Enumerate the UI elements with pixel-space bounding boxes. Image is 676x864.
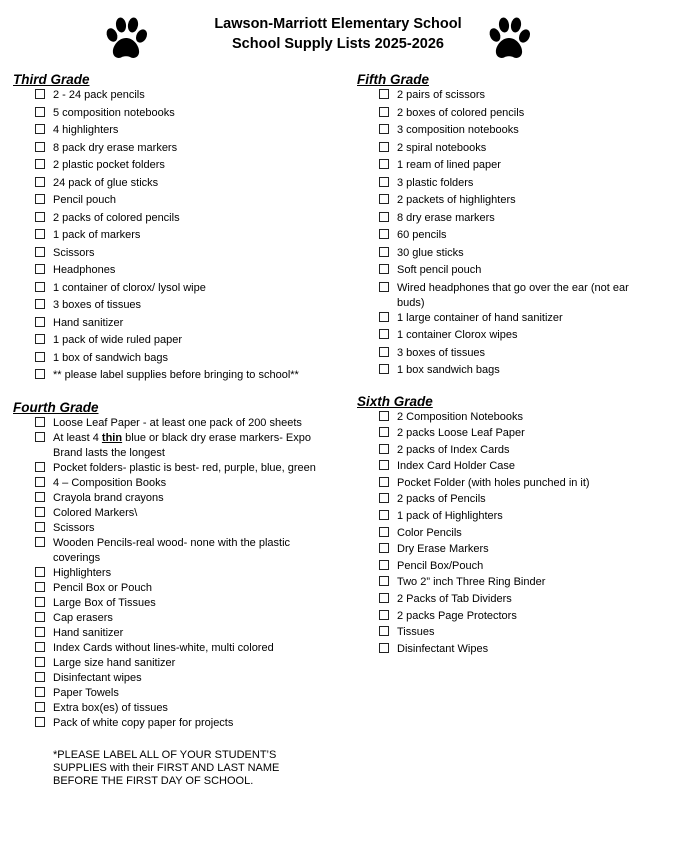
list-item: 1 container Clorox wipes — [357, 328, 657, 346]
checkbox[interactable] — [35, 432, 45, 442]
checkbox[interactable] — [35, 477, 45, 487]
list-item: 2 packs of colored pencils — [13, 211, 333, 229]
checkbox[interactable] — [379, 444, 389, 454]
sixth-grade-title: Sixth Grade — [357, 393, 433, 409]
checkbox[interactable] — [379, 89, 389, 99]
checkbox[interactable] — [35, 672, 45, 682]
checkbox[interactable] — [35, 687, 45, 697]
list-item: Large Box of Tissues — [13, 596, 333, 611]
list-item: 2 packs of Index Cards — [357, 443, 657, 460]
checkbox[interactable] — [379, 411, 389, 421]
checkbox[interactable] — [379, 177, 389, 187]
list-item: Pencil pouch — [13, 193, 333, 211]
checkbox[interactable] — [35, 417, 45, 427]
emphasis-thin: thin — [101, 431, 123, 444]
checkbox[interactable] — [35, 582, 45, 592]
list-item: 2 packs Page Protectors — [357, 609, 657, 626]
list-item: 1 pack of markers — [13, 228, 333, 246]
checkbox[interactable] — [35, 627, 45, 637]
checkbox[interactable] — [379, 493, 389, 503]
checkbox[interactable] — [35, 657, 45, 667]
list-item: 1 box of sandwich bags — [13, 351, 333, 369]
checkbox[interactable] — [379, 124, 389, 134]
list-item: Index Card Holder Case — [357, 459, 657, 476]
checkbox[interactable] — [379, 460, 389, 470]
checkbox[interactable] — [379, 264, 389, 274]
list-item: Pencil Box/Pouch — [357, 559, 657, 576]
checkbox[interactable] — [35, 369, 45, 379]
list-item: 3 boxes of tissues — [357, 346, 657, 364]
list-item: 2 pairs of scissors — [357, 88, 657, 106]
checkbox[interactable] — [35, 264, 45, 274]
list-item: 2 Packs of Tab Dividers — [357, 592, 657, 609]
list-item: Pocket Folder (with holes punched in it) — [357, 476, 657, 493]
checkbox[interactable] — [35, 212, 45, 222]
checkbox[interactable] — [35, 194, 45, 204]
list-item: Scissors — [13, 521, 333, 536]
right-column — [357, 72, 657, 658]
checkbox[interactable] — [379, 610, 389, 620]
checkbox[interactable] — [35, 462, 45, 472]
list-item: Paper Towels — [13, 686, 333, 701]
list-item: Soft pencil pouch — [357, 263, 657, 281]
checkbox[interactable] — [35, 107, 45, 117]
list-item: Dry Erase Markers — [357, 542, 657, 559]
list-item: 1 large container of hand sanitizer — [357, 311, 657, 329]
list-item: 30 glue sticks — [357, 246, 657, 264]
checkbox[interactable] — [379, 247, 389, 257]
checkbox[interactable] — [35, 717, 45, 727]
checkbox[interactable] — [35, 247, 45, 257]
checkbox[interactable] — [379, 329, 389, 339]
checkbox[interactable] — [35, 159, 45, 169]
checkbox[interactable] — [379, 543, 389, 553]
list-item: 2 plastic pocket folders — [13, 158, 333, 176]
list-item: 3 composition notebooks — [357, 123, 657, 141]
list-item: 2 packs of Pencils — [357, 492, 657, 509]
fourth-grade-list — [13, 416, 333, 731]
checkbox[interactable] — [379, 527, 389, 537]
list-item: Colored Markers\ — [13, 506, 333, 521]
checkbox[interactable] — [35, 229, 45, 239]
checkbox[interactable] — [35, 597, 45, 607]
list-item: 60 pencils — [357, 228, 657, 246]
third-grade-list — [13, 88, 333, 386]
list-item: Color Pencils — [357, 526, 657, 543]
checkbox[interactable] — [379, 593, 389, 603]
list-item: 1 box sandwich bags — [357, 363, 657, 381]
checkbox[interactable] — [35, 522, 45, 532]
checkbox[interactable] — [379, 510, 389, 520]
list-item — [13, 431, 333, 461]
list-item: Disinfectant Wipes — [357, 642, 657, 659]
checkbox[interactable] — [35, 282, 45, 292]
checkbox[interactable] — [379, 282, 389, 292]
checkbox[interactable] — [379, 347, 389, 357]
checkbox[interactable] — [35, 89, 45, 99]
list-item: 2 packets of highlighters — [357, 193, 657, 211]
checkbox[interactable] — [379, 107, 389, 117]
list-item: ** please label supplies before bringing to school** — [13, 368, 333, 386]
checkbox[interactable] — [35, 537, 45, 547]
sixth-grade-list — [357, 410, 657, 659]
markers-item-text: At least 4 thin blue or black dry erase markers- Expo Brand lasts the longest — [53, 431, 312, 459]
checkbox[interactable] — [379, 364, 389, 374]
list-item: Tissues — [357, 625, 657, 642]
third-grade-title: Third Grade — [13, 72, 90, 87]
list-item: Highlighters — [13, 566, 333, 581]
list-item: 2 boxes of colored pencils — [357, 106, 657, 124]
checkbox[interactable] — [379, 194, 389, 204]
list-item: 3 plastic folders — [357, 176, 657, 194]
checkbox[interactable] — [379, 643, 389, 653]
checkbox[interactable] — [35, 177, 45, 187]
list-item: Cap erasers — [13, 611, 333, 626]
fifth-grade-list — [357, 88, 657, 381]
checkbox[interactable] — [379, 229, 389, 239]
list-item: 2 spiral notebooks — [357, 141, 657, 159]
list-item: 8 pack dry erase markers — [13, 141, 333, 159]
page-header — [0, 14, 676, 54]
label-reminder-note: *PLEASE LABEL ALL OF YOUR STUDENT’S SUPPLIES with their FIRST AND LAST NAME BEFORE THE FIRST DAY OF SCHOOL. — [53, 748, 280, 787]
list-item: 5 composition notebooks — [13, 106, 333, 124]
list-item: 1 container of clorox/ lysol wipe — [13, 281, 333, 299]
list-item: 2 packs Loose Leaf Paper — [357, 426, 657, 443]
checkbox[interactable] — [35, 642, 45, 652]
list-item: Disinfectant wipes — [13, 671, 333, 686]
checkbox[interactable] — [35, 352, 45, 362]
checkbox[interactable] — [35, 142, 45, 152]
left-column — [13, 72, 333, 788]
checkbox[interactable] — [35, 612, 45, 622]
checkbox[interactable] — [35, 507, 45, 517]
list-item: 4 highlighters — [13, 123, 333, 141]
list-item: Hand sanitizer — [13, 626, 333, 641]
list-item: 4 – Composition Books — [13, 476, 333, 491]
checkbox[interactable] — [379, 159, 389, 169]
list-item: Loose Leaf Paper - at least one pack of 200 sheets — [13, 416, 333, 431]
checkbox[interactable] — [379, 312, 389, 322]
checkbox[interactable] — [379, 142, 389, 152]
checkbox[interactable] — [35, 334, 45, 344]
list-item: 2 - 24 pack pencils — [13, 88, 333, 106]
list-item: 1 pack of Highlighters — [357, 509, 657, 526]
list-item: 1 ream of lined paper — [357, 158, 657, 176]
checkbox[interactable] — [35, 492, 45, 502]
school-name: Lawson-Marriott Elementary School — [214, 16, 462, 32]
list-item: Pocket folders- plastic is best- red, purple, blue, green — [13, 461, 333, 476]
list-item: Wired headphones that go over the ear (not ear buds) — [357, 281, 657, 311]
checkbox[interactable] — [35, 299, 45, 309]
list-item: Two 2” inch Three Ring Binder — [357, 575, 657, 592]
checkbox[interactable] — [379, 626, 389, 636]
checkbox[interactable] — [379, 427, 389, 437]
list-subtitle: School Supply Lists 2025-2026 — [232, 36, 444, 52]
list-item: Scissors — [13, 246, 333, 264]
checkbox[interactable] — [379, 212, 389, 222]
list-item: Hand sanitizer — [13, 316, 333, 334]
list-item: 2 Composition Notebooks — [357, 410, 657, 427]
list-item: Crayola brand crayons — [13, 491, 333, 506]
list-item: Pencil Box or Pouch — [13, 581, 333, 596]
checkbox[interactable] — [35, 124, 45, 134]
list-item: Pack of white copy paper for projects — [13, 716, 333, 731]
list-item: 8 dry erase markers — [357, 211, 657, 229]
checkbox[interactable] — [379, 477, 389, 487]
list-item: Wooden Pencils-real wood- none with the plastic coverings — [13, 536, 333, 566]
checkbox[interactable] — [379, 576, 389, 586]
checkbox[interactable] — [379, 560, 389, 570]
checkbox[interactable] — [35, 317, 45, 327]
list-item: Large size hand sanitizer — [13, 656, 333, 671]
fifth-grade-title: Fifth Grade — [357, 72, 430, 87]
list-item: 1 pack of wide ruled paper — [13, 333, 333, 351]
list-item: Index Cards without lines-white, multi colored — [13, 641, 333, 656]
list-item: Headphones — [13, 263, 333, 281]
list-item: 24 pack of glue sticks — [13, 176, 333, 194]
list-item: 3 boxes of tissues — [13, 298, 333, 316]
checkbox[interactable] — [35, 567, 45, 577]
list-item: Extra box(es) of tissues — [13, 701, 333, 716]
fourth-grade-title: Fourth Grade — [13, 399, 99, 415]
checkbox[interactable] — [35, 702, 45, 712]
